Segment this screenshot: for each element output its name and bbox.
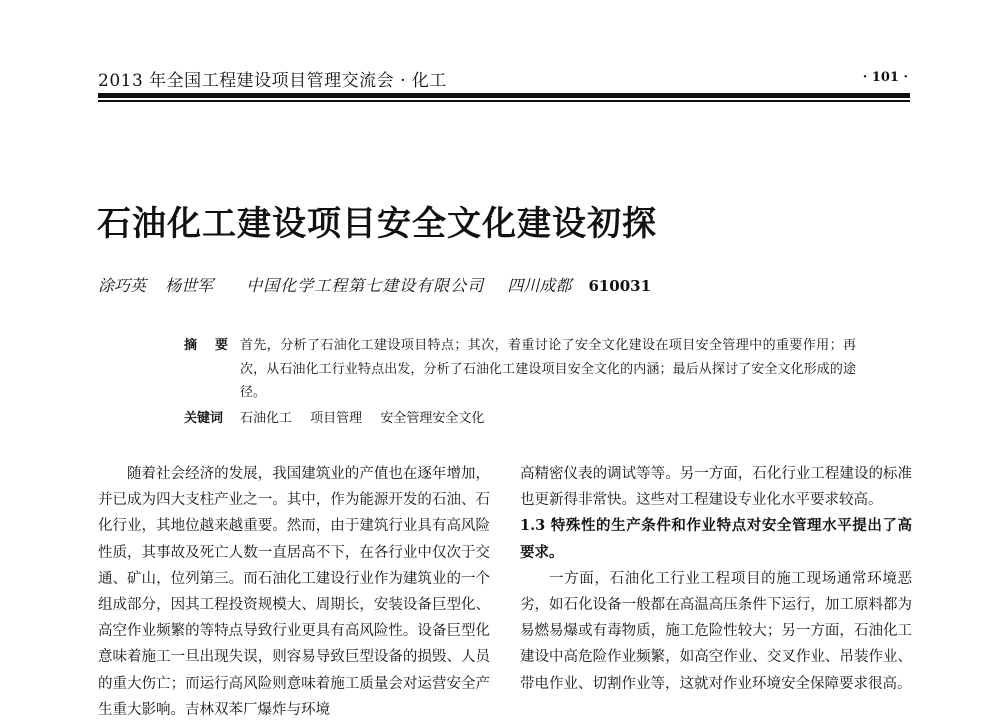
affiliation: 中国化学工程第七建设有限公司 xyxy=(246,276,485,295)
keyword: 石油化工 xyxy=(240,410,293,426)
article-title: 石油化工建设项目安全文化建设初探 xyxy=(97,204,657,244)
body-column-left xyxy=(98,461,490,723)
abstract-text: 首先，分析了石油化工建设项目特点；其次，着重讨论了安全文化建设在项目安全管理中的重要作用；再次，从石油化工行业特点出发，分析了石油化工建设项目安全文化的内涵；最后从探讨了安全文化形成的途径。 xyxy=(240,338,856,400)
running-title: 2013 年全国工程建设项目管理交流会 · 化工 xyxy=(98,71,447,91)
author-line xyxy=(98,273,651,296)
abstract-block xyxy=(184,334,856,430)
body-paragraph: 高精密仪表的调试等等。另一方面，石化行业工程建设的标准也更新得非常快。这些对工程建设专业化水平要求较高。 xyxy=(520,466,912,509)
body-paragraph: 随着社会经济的发展，我国建筑业的产值也在逐年增加，并已成为四大支柱产业之一。其中，作为能源开发的石油、石化行业，其地位越来越重要。然而，由于建筑行业具有高风险性质，其事故及死亡人数一直居高不下，在各行业中仅次于交通、矿山，位列第三。而石油化工建设行业作为建筑业的一个组成部分，因其工程投资规模大、周期长，安装设备巨型化、高空作业频繁的等特点导致行业更具有高风险性。设备巨型化意味着施工一旦出现失误，则容易导致巨型设备的损毁、人员的重大伤亡；而运行高风险则意味着施工质量会对运营安全产生重大影响。吉林双苯厂爆炸与环境 xyxy=(98,466,490,718)
header-rule-thin xyxy=(98,100,910,102)
running-header xyxy=(98,62,910,92)
body-paragraph: 一方面，石油化工行业工程项目的施工现场通常环境恶劣，如石化设备一般都在高温高压条件下运行，加工原料都为易燃易爆或有毒物质，施工危险性较大；另一方面，石油化工建设中高危险作业频繁，如高空作业、交叉作业、吊装作业、带电作业、切割作业等，这就对作业环境安全保障要求很高。 xyxy=(520,570,912,692)
body-column-right xyxy=(520,461,912,697)
keywords-row xyxy=(184,407,856,431)
abstract-label: 摘要 xyxy=(184,338,247,353)
header-rule-thick xyxy=(98,93,910,98)
keyword: 安全管理安全文化 xyxy=(380,410,485,426)
author-name: 涂巧英 xyxy=(98,276,147,295)
abstract-row xyxy=(184,334,856,405)
keywords-label: 关键词 xyxy=(184,410,224,426)
page-number: · 101 · xyxy=(862,70,908,85)
postcode: 610031 xyxy=(588,277,652,295)
city: 四川成都 xyxy=(507,276,572,295)
section-heading: 1.3 特殊性的生产条件和作业特点对安全管理水平提出了高要求。 xyxy=(520,517,912,561)
author-name: 杨世军 xyxy=(165,276,214,295)
keyword: 项目管理 xyxy=(310,410,363,426)
